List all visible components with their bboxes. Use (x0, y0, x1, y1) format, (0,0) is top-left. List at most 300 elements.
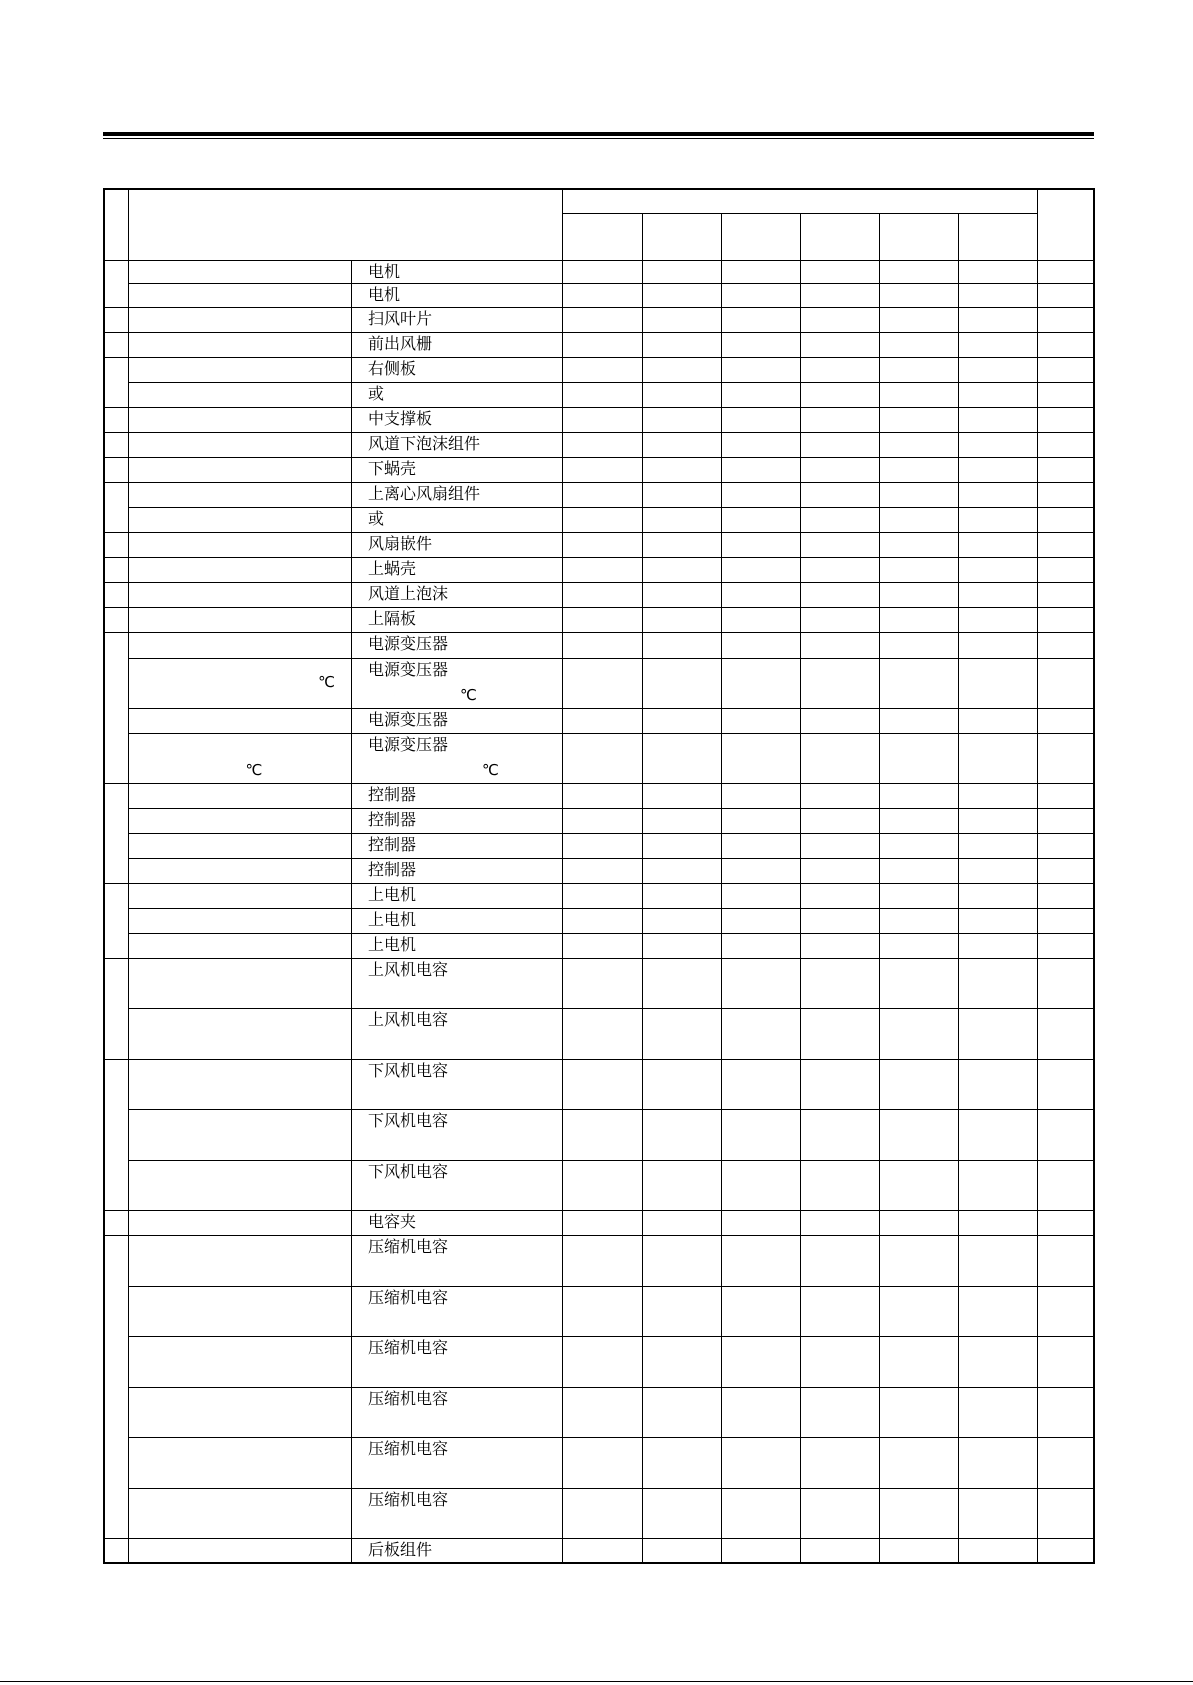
remark-cell (1038, 582, 1094, 607)
model-value-cell (959, 482, 1038, 507)
part-name: 电源变压器 (367, 709, 448, 729)
row-index-cell (104, 357, 128, 407)
description-cell (128, 658, 351, 708)
temperature-unit: ℃ (459, 685, 477, 704)
remark-cell (1038, 1488, 1094, 1538)
model-value-cell (959, 407, 1038, 432)
part-name-cell (351, 1235, 562, 1286)
model-value-cell (959, 307, 1038, 332)
header-model-cell (642, 213, 721, 260)
remark-cell (1038, 632, 1094, 658)
model-value-cell (563, 708, 642, 733)
part-name: 压缩机电容 (367, 1337, 448, 1357)
remark-cell (1038, 1059, 1094, 1109)
header-model-cell (563, 213, 642, 260)
part-name: 上离心风扇组件 (367, 483, 480, 503)
table-row (104, 858, 1094, 883)
part-name-cell (351, 1437, 562, 1488)
part-name-cell (351, 1109, 562, 1160)
remark-cell (1038, 1437, 1094, 1488)
table-row (104, 1437, 1094, 1488)
remark-cell (1038, 407, 1094, 432)
description-cell (128, 632, 351, 658)
model-value-cell (642, 1286, 721, 1336)
row-index-cell (104, 407, 128, 432)
part-name-cell (351, 1059, 562, 1109)
part-name: 上蜗壳 (367, 558, 416, 578)
model-value-cell (642, 933, 721, 958)
model-value-cell (642, 883, 721, 908)
model-value-cell (642, 357, 721, 382)
model-value-cell (563, 883, 642, 908)
part-name-cell (351, 783, 562, 808)
model-value-cell (721, 260, 800, 283)
table-row (104, 808, 1094, 833)
model-value-cell (642, 283, 721, 307)
model-value-cell (642, 632, 721, 658)
model-value-cell (800, 1235, 879, 1286)
model-value-cell (800, 783, 879, 808)
part-name-cell (351, 632, 562, 658)
model-value-cell (563, 457, 642, 482)
model-value-cell (642, 908, 721, 933)
temperature-unit: ℃ (245, 760, 263, 779)
model-value-cell (721, 357, 800, 382)
part-name: 上电机 (367, 934, 416, 954)
model-value-cell (879, 607, 958, 632)
table-row (104, 1008, 1094, 1059)
description-cell (128, 582, 351, 607)
model-value-cell (879, 1235, 958, 1286)
part-name-cell (351, 933, 562, 958)
model-value-cell (800, 1387, 879, 1437)
model-value-cell (959, 833, 1038, 858)
model-value-cell (563, 357, 642, 382)
model-value-cell (642, 1488, 721, 1538)
model-value-cell (721, 482, 800, 507)
part-name-cell (351, 432, 562, 457)
model-value-cell (721, 733, 800, 783)
model-value-cell (879, 908, 958, 933)
part-name: 前出风栅 (367, 333, 432, 353)
model-value-cell (563, 283, 642, 307)
table-row (104, 1286, 1094, 1336)
model-value-cell (800, 908, 879, 933)
part-name-cell (351, 532, 562, 557)
description-cell (128, 1210, 351, 1235)
remark-cell (1038, 1109, 1094, 1160)
model-value-cell (721, 457, 800, 482)
table-row (104, 1488, 1094, 1538)
part-name: 右侧板 (367, 358, 416, 378)
remark-cell (1038, 532, 1094, 557)
model-value-cell (959, 658, 1038, 708)
part-name-cell (351, 260, 562, 283)
part-name: 电源变压器 (367, 633, 448, 653)
row-index-cell (104, 607, 128, 632)
remark-cell (1038, 432, 1094, 457)
table-row (104, 532, 1094, 557)
model-value-cell (879, 958, 958, 1008)
part-name: 上电机 (367, 884, 416, 904)
description-cell (128, 1059, 351, 1109)
description-cell (128, 382, 351, 407)
description-cell (128, 1235, 351, 1286)
table-row (104, 658, 1094, 708)
model-value-cell (642, 783, 721, 808)
model-value-cell (800, 332, 879, 357)
model-value-cell (800, 933, 879, 958)
model-value-cell (642, 808, 721, 833)
model-value-cell (959, 1235, 1038, 1286)
model-value-cell (563, 407, 642, 432)
part-name-cell (351, 1538, 562, 1563)
header-models-group-cell (563, 189, 1038, 213)
remark-cell (1038, 933, 1094, 958)
model-value-cell (800, 582, 879, 607)
model-value-cell (642, 260, 721, 283)
model-value-cell (959, 582, 1038, 607)
temperature-unit: ℃ (318, 672, 335, 691)
table-row (104, 933, 1094, 958)
header-index-cell (104, 189, 128, 260)
model-value-cell (879, 482, 958, 507)
description-cell (128, 557, 351, 582)
model-value-cell (721, 1538, 800, 1563)
model-value-cell (879, 357, 958, 382)
description-cell (128, 858, 351, 883)
part-name-cell (351, 1336, 562, 1387)
model-value-cell (879, 708, 958, 733)
description-cell (128, 357, 351, 382)
model-value-cell (800, 1160, 879, 1210)
model-value-cell (800, 1286, 879, 1336)
model-value-cell (563, 658, 642, 708)
remark-cell (1038, 858, 1094, 883)
model-value-cell (959, 1109, 1038, 1160)
model-value-cell (563, 607, 642, 632)
model-value-cell (563, 1059, 642, 1109)
model-value-cell (563, 1008, 642, 1059)
part-name-cell (351, 557, 562, 582)
table-row (104, 357, 1094, 382)
remark-cell (1038, 332, 1094, 357)
model-value-cell (959, 1336, 1038, 1387)
model-value-cell (721, 382, 800, 407)
description-cell (128, 808, 351, 833)
model-value-cell (879, 1488, 958, 1538)
remark-cell (1038, 1210, 1094, 1235)
model-value-cell (721, 532, 800, 557)
remark-cell (1038, 382, 1094, 407)
table-row (104, 557, 1094, 582)
row-index-cell (104, 1210, 128, 1235)
row-index-cell (104, 332, 128, 357)
model-value-cell (879, 783, 958, 808)
row-index-cell (104, 557, 128, 582)
model-value-cell (879, 933, 958, 958)
model-value-cell (800, 658, 879, 708)
table-row (104, 1160, 1094, 1210)
part-name-cell (351, 808, 562, 833)
part-name: 控制器 (367, 834, 416, 854)
model-value-cell (721, 632, 800, 658)
model-value-cell (563, 307, 642, 332)
model-value-cell (642, 1210, 721, 1235)
model-value-cell (563, 1210, 642, 1235)
model-value-cell (800, 1210, 879, 1235)
part-name: 扫风叶片 (367, 308, 432, 328)
model-value-cell (879, 1286, 958, 1336)
row-index-cell (104, 482, 128, 532)
model-value-cell (721, 658, 800, 708)
part-name-cell (351, 482, 562, 507)
model-value-cell (721, 1387, 800, 1437)
model-value-cell (959, 1387, 1038, 1437)
part-name-cell (351, 658, 562, 708)
model-value-cell (563, 1286, 642, 1336)
model-value-cell (879, 808, 958, 833)
model-value-cell (959, 1286, 1038, 1336)
model-value-cell (959, 733, 1038, 783)
model-value-cell (721, 808, 800, 833)
part-name-cell (351, 382, 562, 407)
remark-cell (1038, 883, 1094, 908)
model-value-cell (800, 507, 879, 532)
model-value-cell (563, 1437, 642, 1488)
model-value-cell (642, 1008, 721, 1059)
part-name: 压缩机电容 (367, 1489, 448, 1509)
model-value-cell (642, 658, 721, 708)
header-row-top (104, 189, 1094, 213)
parts-table (103, 188, 1095, 1564)
model-value-cell (642, 557, 721, 582)
part-name: 控制器 (367, 809, 416, 829)
header-description-cell (128, 189, 563, 260)
model-value-cell (800, 607, 879, 632)
table-row (104, 1059, 1094, 1109)
model-value-cell (721, 557, 800, 582)
part-name-cell (351, 1160, 562, 1210)
row-index-cell (104, 582, 128, 607)
part-name-cell (351, 1286, 562, 1336)
model-value-cell (721, 783, 800, 808)
model-value-cell (642, 1160, 721, 1210)
part-name-cell (351, 1488, 562, 1538)
table-row (104, 883, 1094, 908)
model-value-cell (879, 632, 958, 658)
model-value-cell (721, 307, 800, 332)
header-model-cell (959, 213, 1038, 260)
part-name-cell (351, 507, 562, 532)
header-rule-thick (103, 132, 1094, 136)
model-value-cell (642, 1109, 721, 1160)
row-index-cell (104, 883, 128, 958)
model-value-cell (800, 557, 879, 582)
model-value-cell (563, 582, 642, 607)
model-value-cell (959, 1210, 1038, 1235)
model-value-cell (959, 1160, 1038, 1210)
part-name: 或 (367, 508, 384, 528)
model-value-cell (642, 482, 721, 507)
part-name-cell (351, 883, 562, 908)
part-name: 上电机 (367, 909, 416, 929)
model-value-cell (721, 1008, 800, 1059)
model-value-cell (800, 708, 879, 733)
model-value-cell (563, 507, 642, 532)
description-cell (128, 607, 351, 632)
model-value-cell (959, 708, 1038, 733)
part-name-cell (351, 307, 562, 332)
part-name: 下风机电容 (367, 1161, 448, 1181)
model-value-cell (800, 1059, 879, 1109)
description-cell (128, 332, 351, 357)
table-row (104, 783, 1094, 808)
description-cell (128, 1109, 351, 1160)
model-value-cell (721, 1160, 800, 1210)
model-value-cell (959, 432, 1038, 457)
model-value-cell (563, 1160, 642, 1210)
table-row (104, 632, 1094, 658)
model-value-cell (800, 833, 879, 858)
model-value-cell (879, 1160, 958, 1210)
model-value-cell (879, 883, 958, 908)
table-row (104, 733, 1094, 783)
model-value-cell (721, 1109, 800, 1160)
model-value-cell (642, 507, 721, 532)
table-row (104, 283, 1094, 307)
model-value-cell (959, 607, 1038, 632)
model-value-cell (721, 1488, 800, 1538)
model-value-cell (563, 783, 642, 808)
table-row (104, 432, 1094, 457)
part-name: 风扇嵌件 (367, 533, 432, 553)
description-cell (128, 407, 351, 432)
model-value-cell (800, 858, 879, 883)
model-value-cell (800, 382, 879, 407)
model-value-cell (800, 357, 879, 382)
remark-cell (1038, 808, 1094, 833)
remark-cell (1038, 1286, 1094, 1336)
description-cell (128, 507, 351, 532)
model-value-cell (959, 507, 1038, 532)
part-name: 压缩机电容 (367, 1236, 448, 1256)
remark-cell (1038, 1387, 1094, 1437)
remark-cell (1038, 783, 1094, 808)
table-row (104, 708, 1094, 733)
model-value-cell (879, 582, 958, 607)
model-value-cell (959, 858, 1038, 883)
model-value-cell (879, 1387, 958, 1437)
model-value-cell (879, 733, 958, 783)
description-cell (128, 1488, 351, 1538)
row-index-cell (104, 260, 128, 307)
model-value-cell (563, 482, 642, 507)
model-value-cell (563, 332, 642, 357)
model-value-cell (721, 507, 800, 532)
model-value-cell (800, 482, 879, 507)
model-value-cell (800, 733, 879, 783)
model-value-cell (879, 1437, 958, 1488)
model-value-cell (563, 1488, 642, 1538)
part-name: 后板组件 (367, 1539, 432, 1559)
part-name-cell (351, 582, 562, 607)
model-value-cell (721, 607, 800, 632)
model-value-cell (959, 1059, 1038, 1109)
model-value-cell (721, 432, 800, 457)
model-value-cell (563, 833, 642, 858)
row-index-cell (104, 432, 128, 457)
row-index-cell (104, 307, 128, 332)
description-cell (128, 733, 351, 783)
remark-cell (1038, 1008, 1094, 1059)
part-name-cell (351, 1008, 562, 1059)
remark-cell (1038, 507, 1094, 532)
description-cell (128, 482, 351, 507)
part-name-cell (351, 407, 562, 432)
part-name: 电机 (367, 284, 400, 304)
header-model-cell (879, 213, 958, 260)
part-name: 下风机电容 (367, 1110, 448, 1130)
model-value-cell (879, 1109, 958, 1160)
part-name: 电源变压器 (367, 734, 448, 754)
model-value-cell (959, 1538, 1038, 1563)
model-value-cell (563, 557, 642, 582)
part-name-cell (351, 833, 562, 858)
model-value-cell (959, 332, 1038, 357)
part-name: 上风机电容 (367, 959, 448, 979)
row-index-cell (104, 1235, 128, 1538)
model-value-cell (563, 958, 642, 1008)
model-value-cell (800, 532, 879, 557)
part-name: 上风机电容 (367, 1009, 448, 1029)
model-value-cell (721, 883, 800, 908)
model-value-cell (959, 382, 1038, 407)
model-value-cell (721, 1286, 800, 1336)
remark-cell (1038, 708, 1094, 733)
model-value-cell (879, 457, 958, 482)
model-value-cell (721, 858, 800, 883)
model-value-cell (879, 407, 958, 432)
model-value-cell (800, 883, 879, 908)
model-value-cell (879, 260, 958, 283)
part-name-cell (351, 958, 562, 1008)
description-cell (128, 307, 351, 332)
model-value-cell (563, 432, 642, 457)
remark-cell (1038, 607, 1094, 632)
model-value-cell (959, 283, 1038, 307)
model-value-cell (959, 883, 1038, 908)
model-value-cell (642, 1437, 721, 1488)
model-value-cell (721, 582, 800, 607)
remark-cell (1038, 1538, 1094, 1563)
row-index-cell (104, 1538, 128, 1563)
table-row (104, 1235, 1094, 1286)
row-index-cell (104, 1059, 128, 1210)
model-value-cell (879, 432, 958, 457)
part-name-cell (351, 283, 562, 307)
part-name: 上隔板 (367, 608, 416, 628)
model-value-cell (642, 382, 721, 407)
model-value-cell (721, 332, 800, 357)
model-value-cell (879, 283, 958, 307)
part-name-cell (351, 332, 562, 357)
part-name: 压缩机电容 (367, 1388, 448, 1408)
part-name: 风道上泡沫 (367, 583, 448, 603)
model-value-cell (721, 407, 800, 432)
model-value-cell (642, 733, 721, 783)
part-name: 压缩机电容 (367, 1287, 448, 1307)
